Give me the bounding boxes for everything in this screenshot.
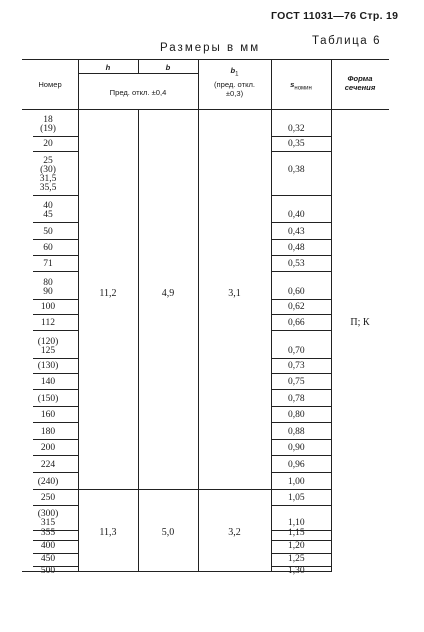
group2-h: 11,3 [99, 527, 117, 538]
row-s-value: 0,60 [288, 287, 305, 297]
row-number: (120) [37, 337, 59, 347]
row-number: 315 [40, 518, 56, 528]
col-header-b: b [165, 63, 171, 72]
row-s-value: 0,40 [288, 210, 305, 220]
row-rule [33, 472, 78, 473]
row-rule [33, 255, 78, 256]
s-subscript: номин [294, 85, 312, 92]
row-number: 125 [40, 346, 56, 356]
col-header-nomer: Номер [38, 80, 62, 89]
row-s-value: 0,70 [288, 346, 305, 356]
b1-subscript: 1 [235, 71, 239, 78]
row-number: 160 [40, 410, 56, 420]
row-s-value: 0,62 [288, 302, 305, 312]
row-s-value: 1,15 [288, 528, 305, 538]
row-rule [33, 239, 78, 240]
col-header-forma [331, 74, 389, 92]
row-rule [33, 373, 78, 374]
row-rule [271, 136, 331, 137]
row-rule [33, 422, 78, 423]
row-s-value: 0,96 [288, 460, 305, 470]
row-rule [33, 439, 78, 440]
row-rule [271, 472, 331, 473]
row-rule [271, 255, 331, 256]
row-rule [271, 422, 331, 423]
row-rule [271, 358, 331, 359]
row-rule [271, 373, 331, 374]
b1-tolerance-line1: (пред. откл. [213, 79, 256, 89]
row-s-value: 0,75 [288, 377, 305, 387]
row-rule [33, 271, 78, 272]
group1-b1: 3,1 [228, 288, 241, 299]
row-s-value: 0,32 [288, 124, 305, 134]
row-s-value: 1,20 [288, 541, 305, 551]
row-number: (300) [37, 509, 59, 519]
row-rule [33, 455, 78, 456]
row-number: 35,5 [39, 183, 57, 193]
row-rule [33, 314, 78, 315]
row-rule [33, 489, 78, 490]
col-header-pred-otkl: Пред. откл. ±0,4 [109, 88, 167, 97]
row-s-value: 0,73 [288, 361, 305, 371]
page-header: ГОСТ 11031—76 Стр. 19 [271, 10, 399, 22]
group2-b1: 3,2 [228, 527, 241, 538]
row-rule [33, 195, 78, 196]
row-number: 250 [40, 493, 56, 503]
row-rule [271, 195, 331, 196]
row-rule [33, 358, 78, 359]
row-s-value: 0,90 [288, 443, 305, 453]
row-rule [271, 314, 331, 315]
forma-value: П; К [350, 317, 370, 328]
row-rule [271, 299, 331, 300]
row-rule [271, 455, 331, 456]
row-number: 71 [43, 259, 53, 269]
row-s-value: 1,10 [288, 518, 305, 528]
row-s-value: 1,05 [288, 493, 305, 503]
group1-b: 4,9 [161, 288, 175, 299]
row-number: (130) [37, 361, 59, 371]
col-divider [198, 59, 199, 572]
row-number: 400 [40, 541, 56, 551]
b1-tolerance-line2: ±0,3) [225, 88, 244, 98]
row-number: 450 [40, 554, 56, 564]
row-rule [271, 389, 331, 390]
row-number: (240) [37, 477, 59, 487]
row-s-value: 0,53 [288, 259, 305, 269]
row-number: 180 [40, 427, 56, 437]
row-number: (150) [37, 394, 59, 404]
table-number: Таблица 6 [312, 35, 382, 47]
row-rule [271, 222, 331, 223]
row-number: 50 [43, 227, 53, 237]
row-number: (19) [40, 124, 56, 134]
row-number: 355 [40, 528, 56, 538]
row-rule [33, 553, 78, 554]
col-divider [138, 109, 139, 572]
header-subrule [78, 73, 198, 74]
forma-line2: сечения [344, 83, 376, 92]
group1-h: 11,2 [99, 288, 117, 299]
col-header-h: h [105, 63, 111, 72]
group2-b: 5,0 [161, 527, 175, 538]
row-rule [271, 330, 331, 331]
row-s-value: 0,80 [288, 410, 305, 420]
row-number: 80 [43, 278, 53, 288]
row-rule [271, 505, 331, 506]
row-rule [33, 151, 78, 152]
row-rule [33, 389, 78, 390]
forma-line1: Форма [347, 74, 373, 83]
row-s-value: 0,43 [288, 227, 305, 237]
row-s-value: 0,35 [288, 139, 305, 149]
row-s-value: 0,66 [288, 318, 305, 328]
s-symbol: s [290, 80, 295, 89]
row-s-value: 1,25 [288, 554, 305, 564]
row-number: (30) [40, 165, 56, 175]
row-number: 18 [43, 115, 53, 125]
row-rule [271, 271, 331, 272]
row-number: 90 [43, 287, 53, 297]
row-s-value: 1,30 [288, 566, 305, 576]
row-number: 31,5 [39, 174, 57, 184]
row-rule [33, 222, 78, 223]
row-number: 500 [40, 566, 56, 576]
row-rule [33, 299, 78, 300]
group-separator [78, 489, 272, 490]
row-number: 200 [40, 443, 56, 453]
row-s-value: 0,48 [288, 243, 305, 253]
row-number: 40 [43, 201, 53, 211]
row-s-value: 0,78 [288, 394, 305, 404]
col-header-s [271, 80, 331, 94]
row-number: 112 [41, 318, 55, 328]
col-header-b1 [198, 66, 271, 98]
units-caption: Размеры в мм [160, 42, 261, 54]
row-rule [33, 406, 78, 407]
row-number: 60 [43, 243, 53, 253]
b1-symbol: b [230, 66, 236, 75]
col-divider [78, 59, 79, 572]
row-s-value: 1,00 [288, 477, 305, 487]
row-rule [33, 136, 78, 137]
col-divider [331, 59, 332, 572]
row-number: 140 [40, 377, 56, 387]
row-rule [33, 505, 78, 506]
row-number: 100 [40, 302, 56, 312]
row-number: 25 [43, 156, 53, 166]
row-number: 20 [43, 139, 53, 149]
row-rule [271, 239, 331, 240]
row-rule [271, 489, 331, 490]
row-rule [271, 439, 331, 440]
row-s-value: 0,88 [288, 427, 305, 437]
row-rule [271, 151, 331, 152]
row-s-value: 0,38 [288, 165, 305, 175]
row-rule [33, 330, 78, 331]
row-number: 224 [40, 460, 56, 470]
row-rule [33, 540, 78, 541]
row-number: 45 [43, 210, 53, 220]
row-rule [271, 406, 331, 407]
